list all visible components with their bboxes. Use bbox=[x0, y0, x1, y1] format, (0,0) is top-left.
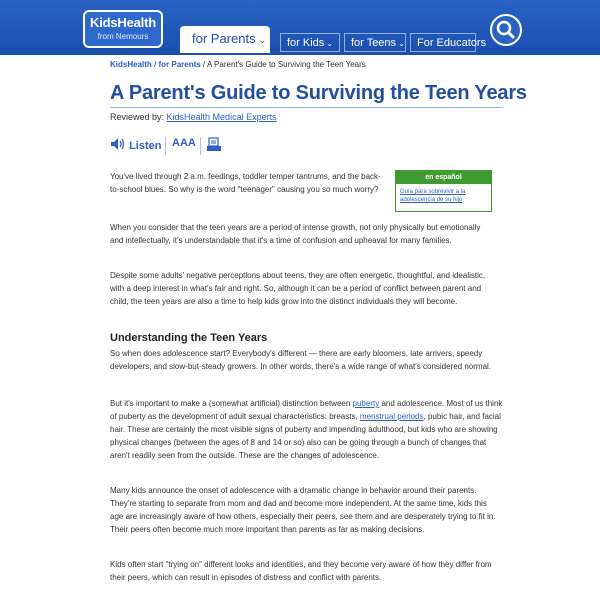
article-paragraph: So when does adolescence start? Everybody's different — there are early bloomers, late arrivers, speedy developers, and slow-but-steady growers. In other words, there's a wide range of what's considered normal. bbox=[110, 349, 492, 371]
breadcrumb-current: A Parent's Guide to Surviving the Teen Years bbox=[206, 60, 366, 69]
breadcrumb-separator: / bbox=[151, 60, 159, 69]
paragraph-text: and adolescence. Most of us think of puberty as the development of adult sexual characteristics: breasts, bbox=[110, 399, 503, 421]
spanish-article-link[interactable]: Guía para sobrevivir a la adolescencia de su hijo bbox=[400, 189, 466, 203]
tab-for-teens[interactable] bbox=[344, 33, 406, 52]
menstrual-periods-link[interactable]: menstrual periods bbox=[359, 412, 424, 421]
section-heading: Understanding the Teen Years bbox=[110, 332, 268, 344]
tab-for-parents-label: for Parents bbox=[192, 31, 256, 46]
reviewed-by-prefix: Reviewed by: bbox=[110, 112, 167, 122]
chevron-down-icon: ⌄ bbox=[398, 39, 405, 48]
paragraph-text: But it's important to make a (somewhat artificial) distinction between bbox=[110, 399, 353, 408]
tab-for-kids-label: for Kids bbox=[287, 37, 325, 49]
text-size-button[interactable] bbox=[172, 137, 196, 149]
breadcrumb bbox=[110, 60, 366, 69]
reviewer-link[interactable]: KidsHealth Medical Experts bbox=[166, 112, 277, 122]
page-title: A Parent's Guide to Surviving the Teen Years bbox=[110, 82, 527, 104]
search-button[interactable] bbox=[490, 14, 522, 46]
search-icon bbox=[492, 16, 520, 44]
paragraph-text: , pubic hair, and facial hair. These are certainly the most visible signs of puberty and impending adulthood, but kids who are showing physical changes (between the ages of 8 and 14 or so) also can be going through a bunch of changes that aren't readily seen from the outside. These are the changes of adolescence. bbox=[110, 412, 501, 460]
reviewed-by bbox=[110, 112, 277, 122]
tool-divider bbox=[200, 137, 201, 155]
article-paragraph: You've lived through 2 a.m. feedings, toddler temper tantrums, and the back-to-school blues. So why is the word "teenager" causing you so much worry? bbox=[110, 172, 381, 194]
article-paragraph bbox=[110, 397, 505, 462]
breadcrumb-section-link[interactable]: for Parents bbox=[158, 60, 201, 69]
tab-for-educators-label: For Educators bbox=[417, 37, 487, 49]
article-paragraph: Many kids announce the onset of adolescence with a dramatic change in behavior around their parents. They're starting to separate from mom and dad and become more independent. At the same time, kids this age are increasingly aware of how others, especially their peers, see them and are desperately trying to fit in. Their peers often become much more important than parents as far as making decisions. bbox=[110, 486, 496, 534]
article-paragraph: Kids often start "trying on" different looks and identities, and they become very aware of how they differ from their peers, which can result in episodes of distress and conflict with parents. bbox=[110, 560, 492, 582]
title-divider bbox=[110, 107, 503, 108]
puberty-link[interactable]: puberty bbox=[352, 399, 380, 408]
site-header bbox=[0, 0, 600, 55]
spanish-version-box bbox=[395, 170, 492, 212]
tab-for-kids[interactable] bbox=[280, 33, 340, 52]
chevron-down-icon: ⌄ bbox=[326, 39, 333, 48]
speaker-icon bbox=[110, 137, 126, 151]
tab-for-parents[interactable] bbox=[180, 26, 270, 53]
kidshealth-logo[interactable] bbox=[83, 10, 163, 48]
tool-divider bbox=[165, 137, 166, 155]
listen-button[interactable] bbox=[110, 137, 161, 152]
logo-text: KidsHealth bbox=[90, 15, 156, 30]
print-button[interactable] bbox=[206, 137, 222, 156]
article-paragraph: Despite some adults' negative perceptions about teens, they are often energetic, thoughtful, and idealistic, with a deep interest in what's fair and right. So, although it can be a period of conflict between parent and child, the teen years are also a time to help kids grow into the distinct individuals they will become. bbox=[110, 271, 486, 306]
text-size-label: AAA bbox=[172, 137, 196, 149]
listen-label: Listen bbox=[129, 140, 162, 152]
breadcrumb-home-link[interactable]: KidsHealth bbox=[110, 60, 152, 69]
breadcrumb-separator: / bbox=[200, 60, 207, 69]
tab-for-educators[interactable] bbox=[410, 33, 487, 52]
logo-subtext: from Nemours bbox=[97, 32, 149, 41]
tab-for-teens-label: for Teens bbox=[351, 37, 397, 49]
article-paragraph: When you consider that the teen years are a period of intense growth, not only physically but emotionally and intellectually, it's understandable that it's a time of confusion and upheaval for many families. bbox=[110, 223, 481, 245]
print-icon bbox=[206, 137, 222, 153]
chevron-down-icon: ⌄ bbox=[258, 35, 267, 45]
spanish-heading: en español bbox=[396, 171, 491, 184]
